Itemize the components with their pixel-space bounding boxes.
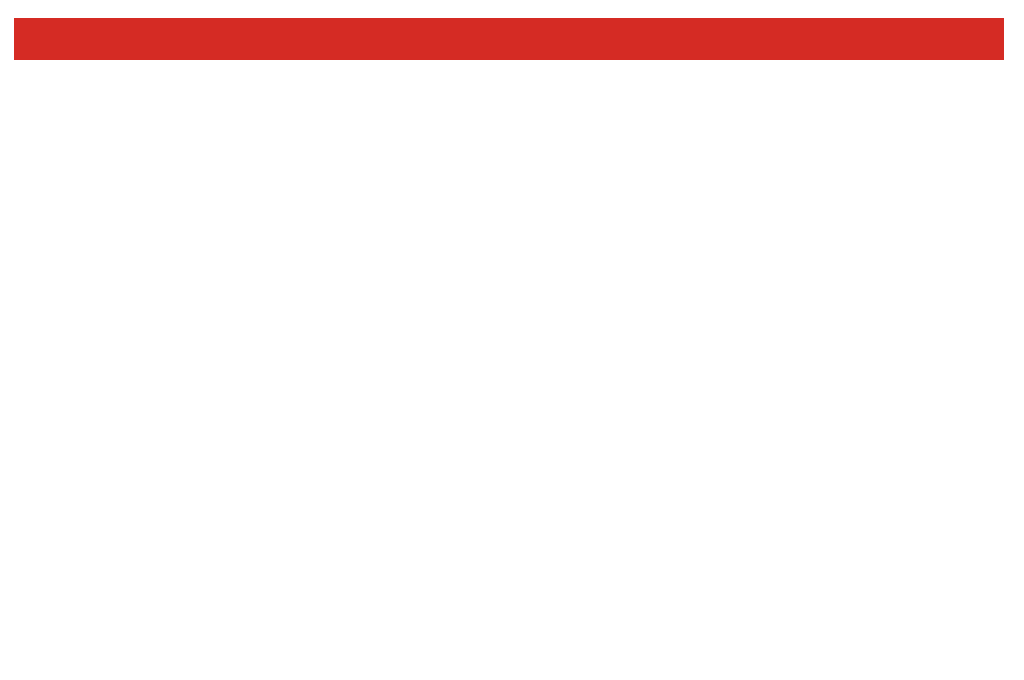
error-curve-graph (900, 425, 1024, 670)
section-header (14, 18, 1004, 60)
